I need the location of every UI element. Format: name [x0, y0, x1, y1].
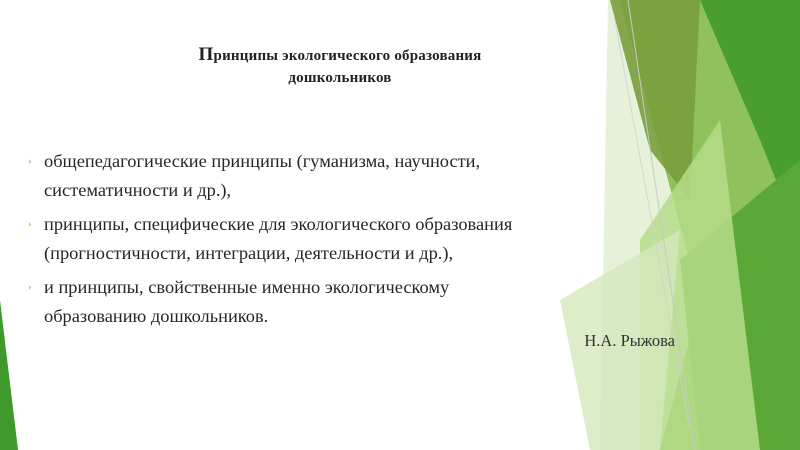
bullet-text-line-2: систематичности и др.), [44, 180, 232, 200]
title-line-1 [110, 44, 570, 67]
chevron-right-icon: › [28, 155, 32, 167]
bullet-item [28, 210, 668, 268]
bullet-item [28, 273, 668, 331]
title-line-2: дошкольников [288, 70, 392, 86]
title-initial: П [198, 44, 214, 65]
chevron-right-icon: › [28, 218, 32, 230]
bullet-item [28, 147, 668, 205]
slide-title [110, 44, 570, 89]
bullet-text-line-2: образованию дошкольников. [44, 306, 269, 326]
bullet-text-line-1: общепедагогические принципы (гуманизма, научности, [44, 151, 481, 171]
author-attribution: Н.А. Рыжова [584, 331, 675, 350]
bullet-text-line-1: принципы, специфические для экологического образования [44, 214, 513, 234]
bullet-list [28, 147, 668, 336]
chevron-right-icon: › [28, 281, 32, 293]
facet-left-strip [0, 300, 18, 450]
bullet-text-line-2: (прогностичности, интеграции, деятельности и др.), [44, 243, 454, 263]
bullet-text-line-1: и принципы, свойственные именно экологическому [44, 277, 450, 297]
title-line-1-text: ринципы экологического образования [213, 48, 482, 64]
